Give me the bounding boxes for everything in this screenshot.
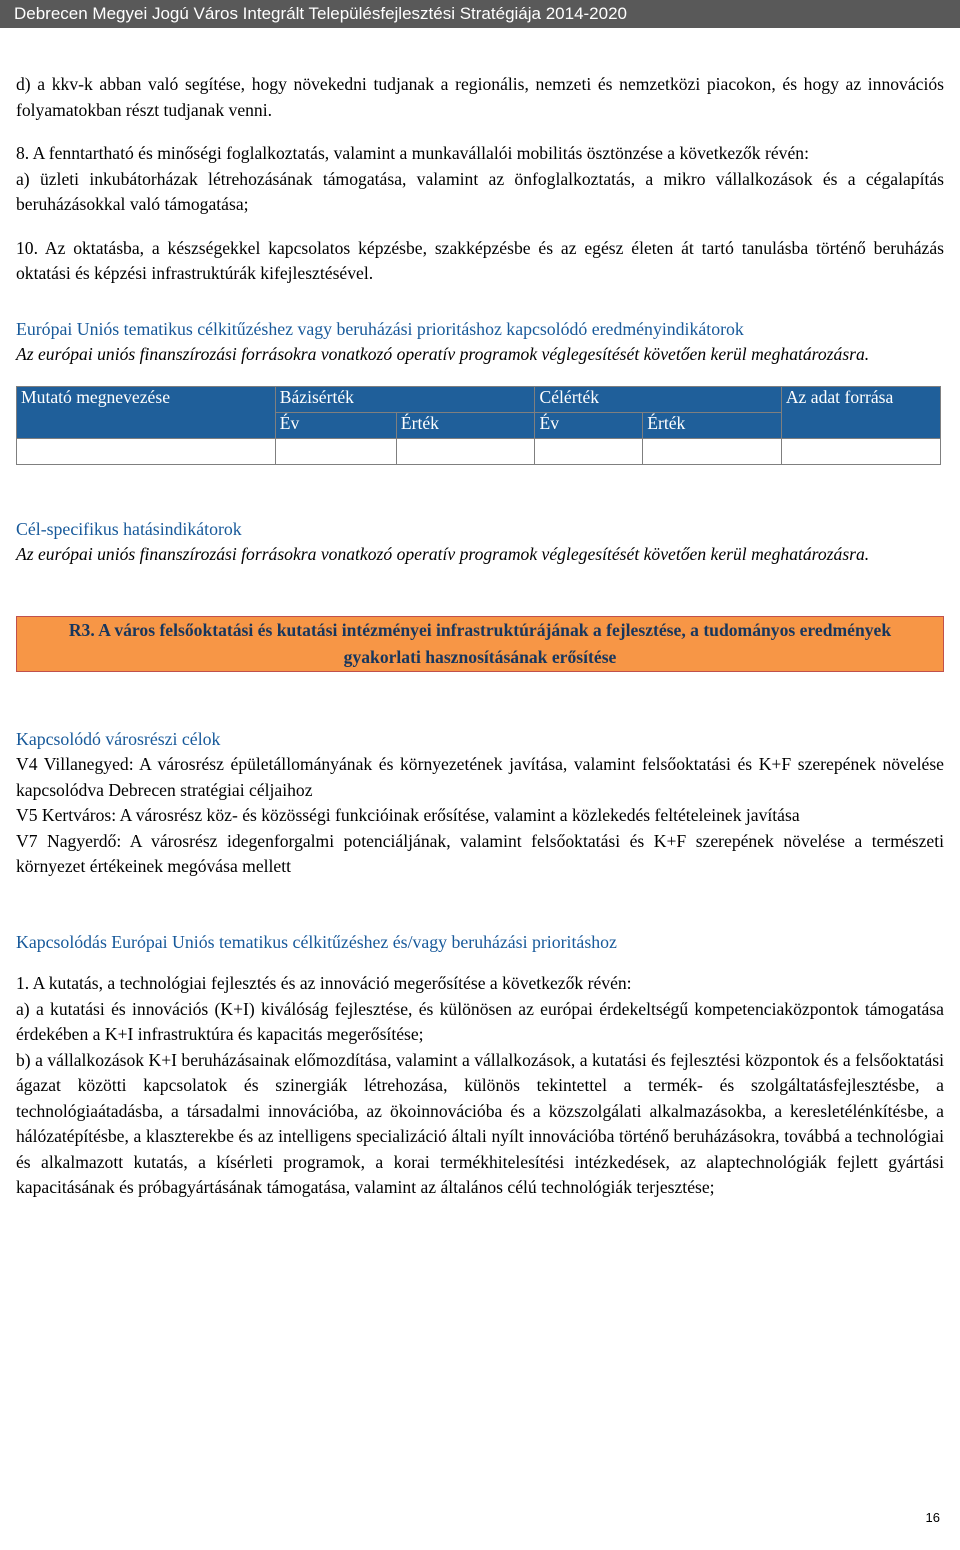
- col-base-header: Bázisérték: [275, 386, 535, 412]
- paragraph-item-10: 10. Az oktatásba, a készségekkel kapcsolatos képzésbe, szakképzésbe és az egész életen át tartó tanulásba történő beruházás oktatási és képzési infrastruktúrák kifejlesztésével.: [16, 237, 944, 283]
- table-cell: [275, 438, 396, 464]
- district-goal-v4: V4 Villanegyed: A városrész épületállományának és környezetének javítása, valamint felsőoktatási és K+F szerepének növelése kapcsolódva Debrecen stratégiai céljaihoz: [16, 754, 944, 800]
- r3-title: A város felsőoktatási és kutatási intézményei infrastruktúrájának a fejlesztése, a tudományos eredmények gyakorlati hasznosításának erősítése: [98, 619, 892, 667]
- base-year-header: Év: [275, 412, 396, 438]
- impact-indicators-heading: Cél-specifikus hatásindikátorok: [16, 518, 242, 539]
- document-header: [0, 0, 960, 28]
- eu-link-heading: Kapcsolódás Európai Uniós tematikus célkitűzéshez és/vagy beruházási prioritáshoz: [16, 931, 617, 952]
- page-number: 16: [925, 1510, 940, 1525]
- table-header-row: [17, 386, 941, 412]
- target-value-header: Érték: [643, 412, 782, 438]
- page-content: [16, 72, 944, 1201]
- district-goal-v7: V7 Nagyerdő: A városrész idegenforgalmi potenciáljának, valamint felsőoktatási és K+F szerepének növelése a természeti környezet értékeinek megóvása mellett: [16, 830, 944, 876]
- eu-link-item-1a: a) a kutatási és innovációs (K+I) kiválóság fejlesztése, és különösen az európai érdekeltségű kompetenciaközpontok támogatása érdekében a K+I infrastruktúra és kapacitás megerősítése;: [16, 998, 944, 1044]
- eu-link-item-1: 1. A kutatás, a technológiai fejlesztés és az innováció megerősítése a következők révén:: [16, 973, 632, 993]
- col-source-header: Az adat forrása: [781, 386, 940, 438]
- table-cell: [643, 438, 782, 464]
- indicator-table: [16, 386, 941, 465]
- col-target-header: Célérték: [535, 386, 781, 412]
- eu-link-item-1b: b) a vállalkozások K+I beruházásainak előmozdítása, valamint a vállalkozások, a kutatási és fejlesztési központok és a felsőoktatási ágazat közötti kapcsolatok és szinergiák létrehozása, különös tekintettel a termék- és szolgáltatásfejlesztésbe, a technológiaátadásba, a társadalmi innovációba, az ökoinnovációba és a közszolgálati alkalmazásokba, a keresletélénkítésbe, a hálózatépítésbe, a klaszterekbe és az intelligens specializáció általi nyílt innovációba történő beruházásokra, továbbá a technológiai és alkalmazott kutatás, a kísérleti programok, a korai termékhitelesítési intézkedések, az alaptechnológiák fejlett gyártási kapacitásának és próbagyártásának támogatása, valamint az általános célú technológiák terjesztése;: [16, 1049, 944, 1197]
- paragraph-item-8: 8. A fenntartható és minőségi foglalkoztatás, valamint a munkavállalói mobilitás ösztönzése a következők révén:: [16, 143, 809, 163]
- table-row: [17, 438, 941, 464]
- header-title: Debrecen Megyei Jogú Város Integrált Településfejlesztési Stratégiája 2014-2020: [14, 4, 628, 23]
- impact-indicators-note: Az európai uniós finanszírozási forrásokra vonatkozó operatív programok véglegesítését követően kerül meghatározásra.: [16, 544, 870, 564]
- paragraph-item-8a: a) üzleti inkubátorházak létrehozásának támogatása, valamint az önfoglalkoztatás, a mikro vállalkozások és a cégalapítás beruházásokkal való támogatása;: [16, 168, 944, 214]
- paragraph-item-d: d) a kkv-k abban való segítése, hogy növekedni tudjanak a regionális, nemzeti és nemzetközi piacokon, és hogy az innovációs folyamatokban részt tudjanak venni.: [16, 74, 944, 120]
- target-year-header: Év: [535, 412, 643, 438]
- table-cell: [781, 438, 940, 464]
- r3-label: R3.: [68, 619, 95, 640]
- r3-goal-box: [16, 616, 944, 672]
- base-value-header: Érték: [396, 412, 535, 438]
- district-goal-v5: V5 Kertváros: A városrész köz- és közösségi funkcióinak erősítése, valamint a közlekedés feltételeinek javítása: [16, 805, 800, 825]
- result-indicators-note: Az európai uniós finanszírozási forrásokra vonatkozó operatív programok véglegesítését követően kerül meghatározásra.: [16, 344, 870, 364]
- district-goals-heading: Kapcsolódó városrészi célok: [16, 728, 221, 749]
- col-name-header: Mutató megnevezése: [17, 386, 276, 438]
- result-indicators-heading: Európai Uniós tematikus célkitűzéshez vagy beruházási prioritáshoz kapcsolódó eredményindikátorok: [16, 318, 744, 339]
- table-cell: [396, 438, 535, 464]
- table-cell: [17, 438, 276, 464]
- table-cell: [535, 438, 643, 464]
